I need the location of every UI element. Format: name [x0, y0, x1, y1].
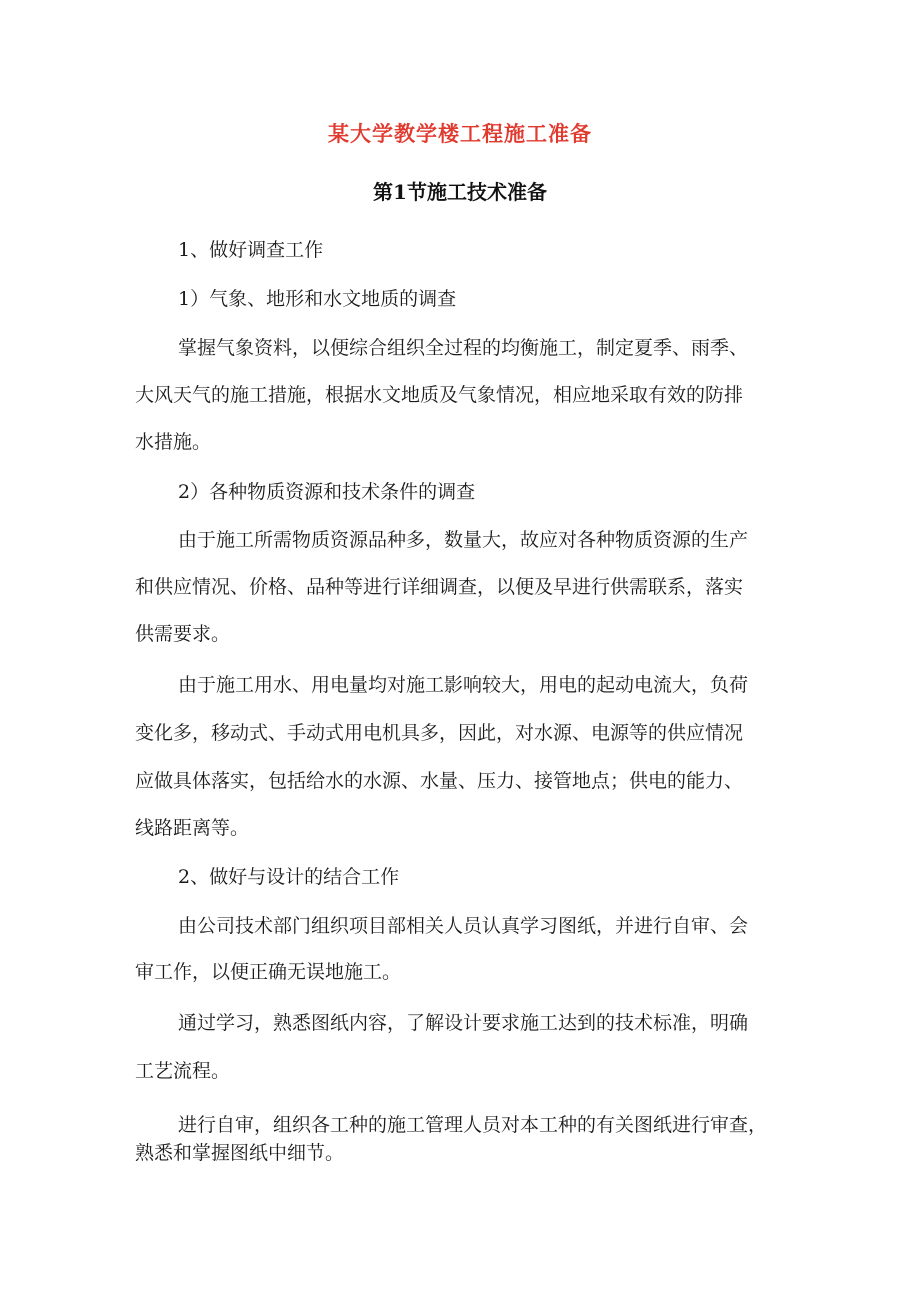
- paragraph-line: 大风天气的施工措施，根据水文地质及气象情况，相应地采取有效的防排: [135, 384, 744, 406]
- paragraph-line: 水措施。: [135, 431, 212, 453]
- paragraph-line: 工艺流程。: [135, 1060, 231, 1082]
- paragraph-line: 审工作，以便正确无误地施工。: [135, 961, 402, 983]
- paragraph-line: 和供应情况、价格、品种等进行详细调查，以便及早进行供需联系，落实: [135, 576, 744, 598]
- paragraph-line: 变化多，移动式、手动式用电机具多，因此，对水源、电源等的供应情况: [135, 722, 744, 744]
- heading-1: 1、做好调查工作: [178, 239, 324, 261]
- paragraph-line: 线路距离等。: [135, 817, 250, 839]
- paragraph-line: 熟悉和掌握图纸中细节。: [135, 1142, 345, 1164]
- paragraph-line: 供需要求。: [135, 623, 231, 645]
- subheading-1-1: 1）气象、地形和水文地质的调查: [178, 288, 457, 310]
- subheading-1-2: 2）各种物质资源和技术条件的调查: [178, 481, 476, 503]
- paragraph-line: 由于施工所需物质资源品种多，数量大，故应对各种物质资源的生产: [178, 529, 749, 551]
- paragraph-line: 通过学习，熟悉图纸内容，了解设计要求施工达到的技术标准，明确: [178, 1012, 749, 1034]
- paragraph-line: 掌握气象资料，以便综合组织全过程的均衡施工，制定夏季、雨季、: [178, 337, 749, 359]
- document-title: 某大学教学楼工程施工准备: [328, 121, 592, 146]
- paragraph-line: 由于施工用水、用电量均对施工影响较大，用电的起动电流大，负荷: [178, 674, 749, 696]
- paragraph-line: 由公司技术部门组织项目部相关人员认真学习图纸，并进行自审、会: [178, 915, 749, 937]
- section-title: 第1节施工技术准备: [373, 180, 547, 204]
- heading-2: 2、做好与设计的结合工作: [178, 866, 400, 888]
- paragraph-line: 应做具体落实，包括给水的水源、水量、压力、接管地点；供电的能力、: [135, 770, 744, 792]
- paragraph-line: 进行自审，组织各工种的施工管理人员对本工种的有关图纸进行审查，: [178, 1114, 768, 1136]
